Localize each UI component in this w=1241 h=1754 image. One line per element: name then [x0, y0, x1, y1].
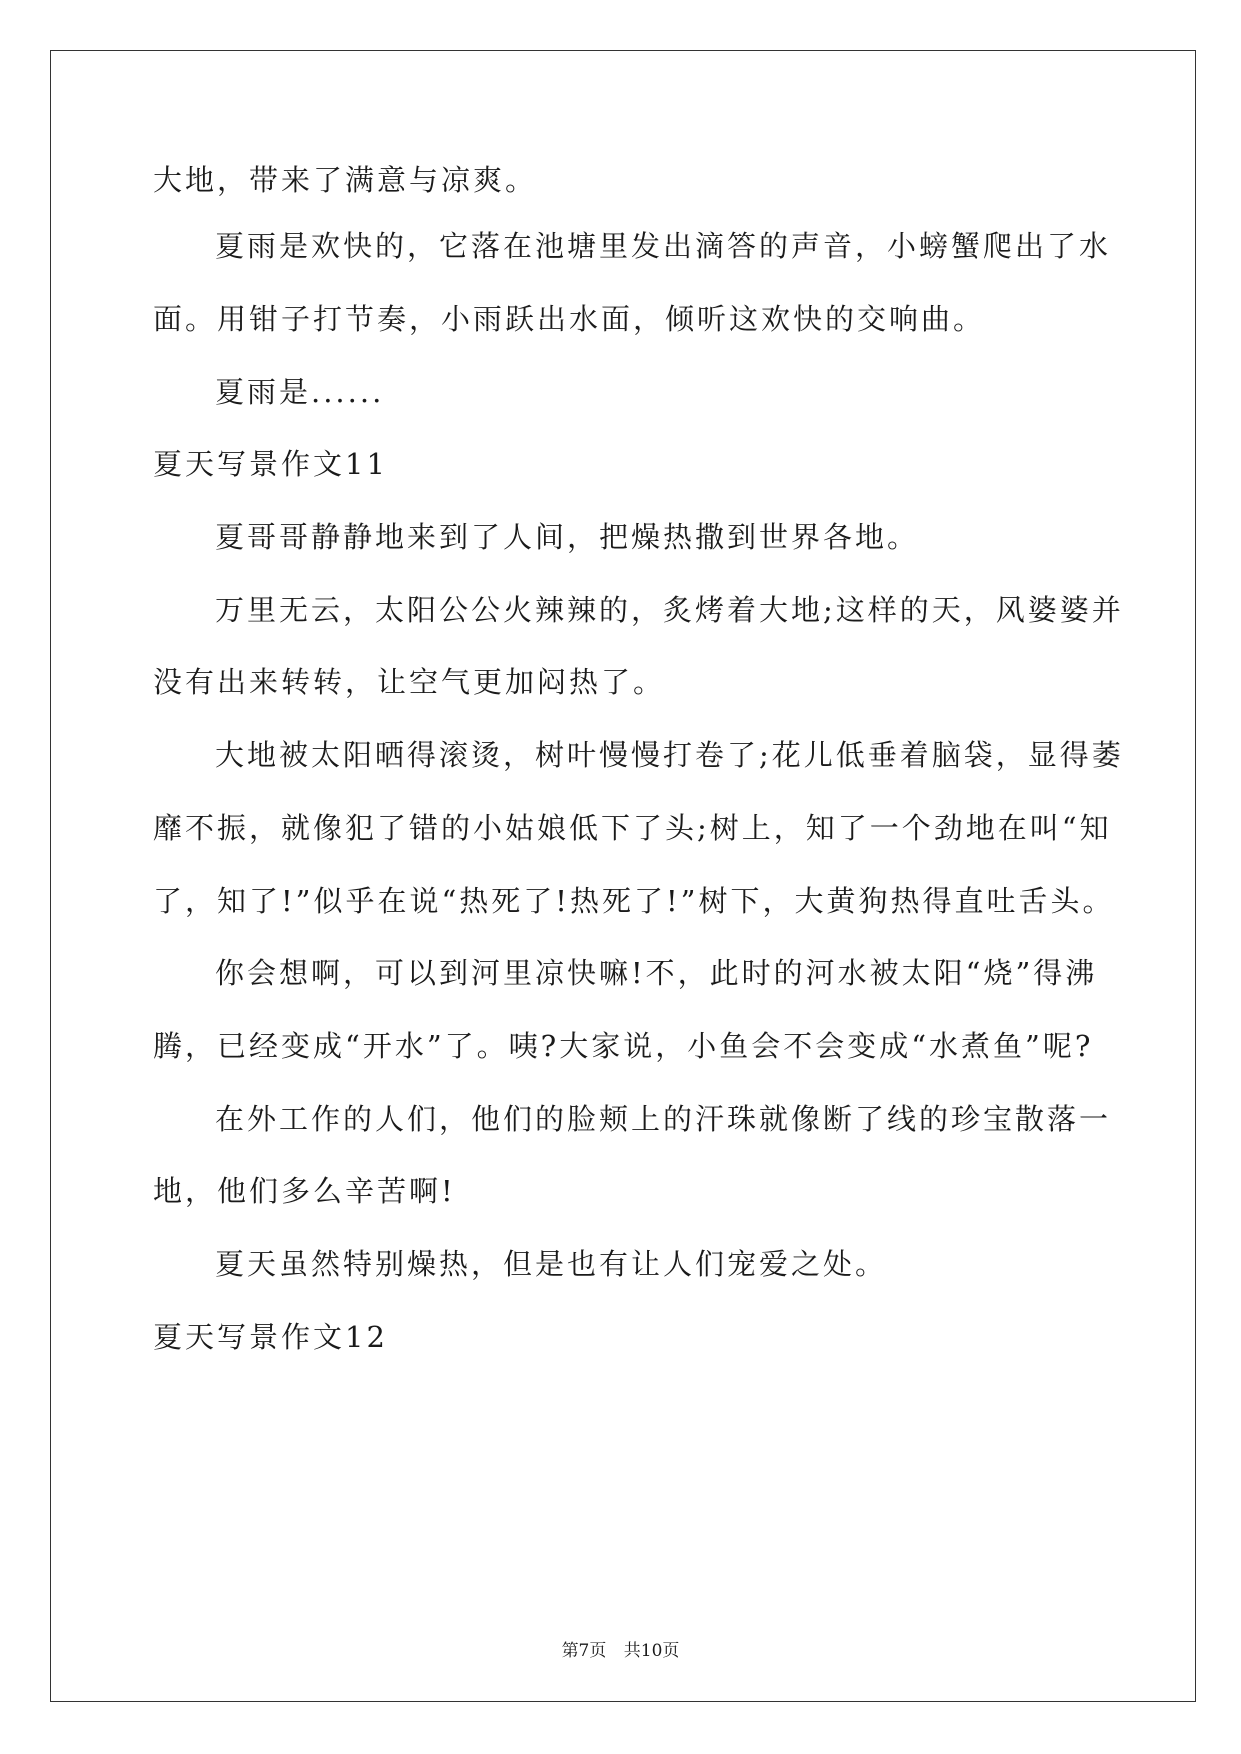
paragraph-line: 你会想啊，可以到河里凉快嘛!不，此时的河水被太阳“烧”得沸	[215, 956, 1098, 990]
page-footer	[0, 1636, 1241, 1661]
paragraph-line: 万里无云，太阳公公火辣辣的，炙烤着大地;这样的天，风婆婆并	[215, 593, 1124, 627]
paragraph-line: 大地，带来了满意与凉爽。	[153, 163, 538, 197]
section-heading: 夏天写景作文12	[153, 1320, 388, 1354]
paragraph-line: 夏雨是......	[215, 375, 385, 409]
paragraph-line: 面。用钳子打节奏，小雨跃出水面，倾听这欢快的交响曲。	[153, 302, 986, 336]
paragraph-line: 了，知了!”似乎在说“热死了!热死了!”树下，大黄狗热得直吐舌头。	[153, 884, 1115, 918]
paragraph-line: 夏雨是欢快的，它落在池塘里发出滴答的声音，小螃蟹爬出了水	[215, 229, 1112, 263]
page-border	[50, 50, 1196, 1702]
paragraph-line: 在外工作的人们，他们的脸颊上的汗珠就像断了线的珍宝散落一	[215, 1102, 1112, 1136]
paragraph-line: 没有出来转转，让空气更加闷热了。	[153, 665, 666, 699]
page-number: 第7页	[561, 1641, 607, 1661]
paragraph-line: 腾，已经变成“开水”了。咦?大家说，小鱼会不会变成“水煮鱼”呢?	[153, 1029, 1094, 1063]
paragraph-line: 夏天虽然特别燥热，但是也有让人们宠爱之处。	[215, 1247, 888, 1281]
page-total: 共10页	[623, 1641, 680, 1661]
section-heading: 夏天写景作文11	[153, 447, 388, 481]
paragraph-line: 大地被太阳晒得滚烫，树叶慢慢打卷了;花儿低垂着脑袋，显得萎	[215, 738, 1124, 772]
paragraph-line: 夏哥哥静静地来到了人间，把燥热撒到世界各地。	[215, 520, 920, 554]
paragraph-line: 地，他们多么辛苦啊!	[153, 1174, 456, 1208]
paragraph-line: 靡不振，就像犯了错的小姑娘低下了头;树上，知了一个劲地在叫“知	[153, 811, 1112, 845]
